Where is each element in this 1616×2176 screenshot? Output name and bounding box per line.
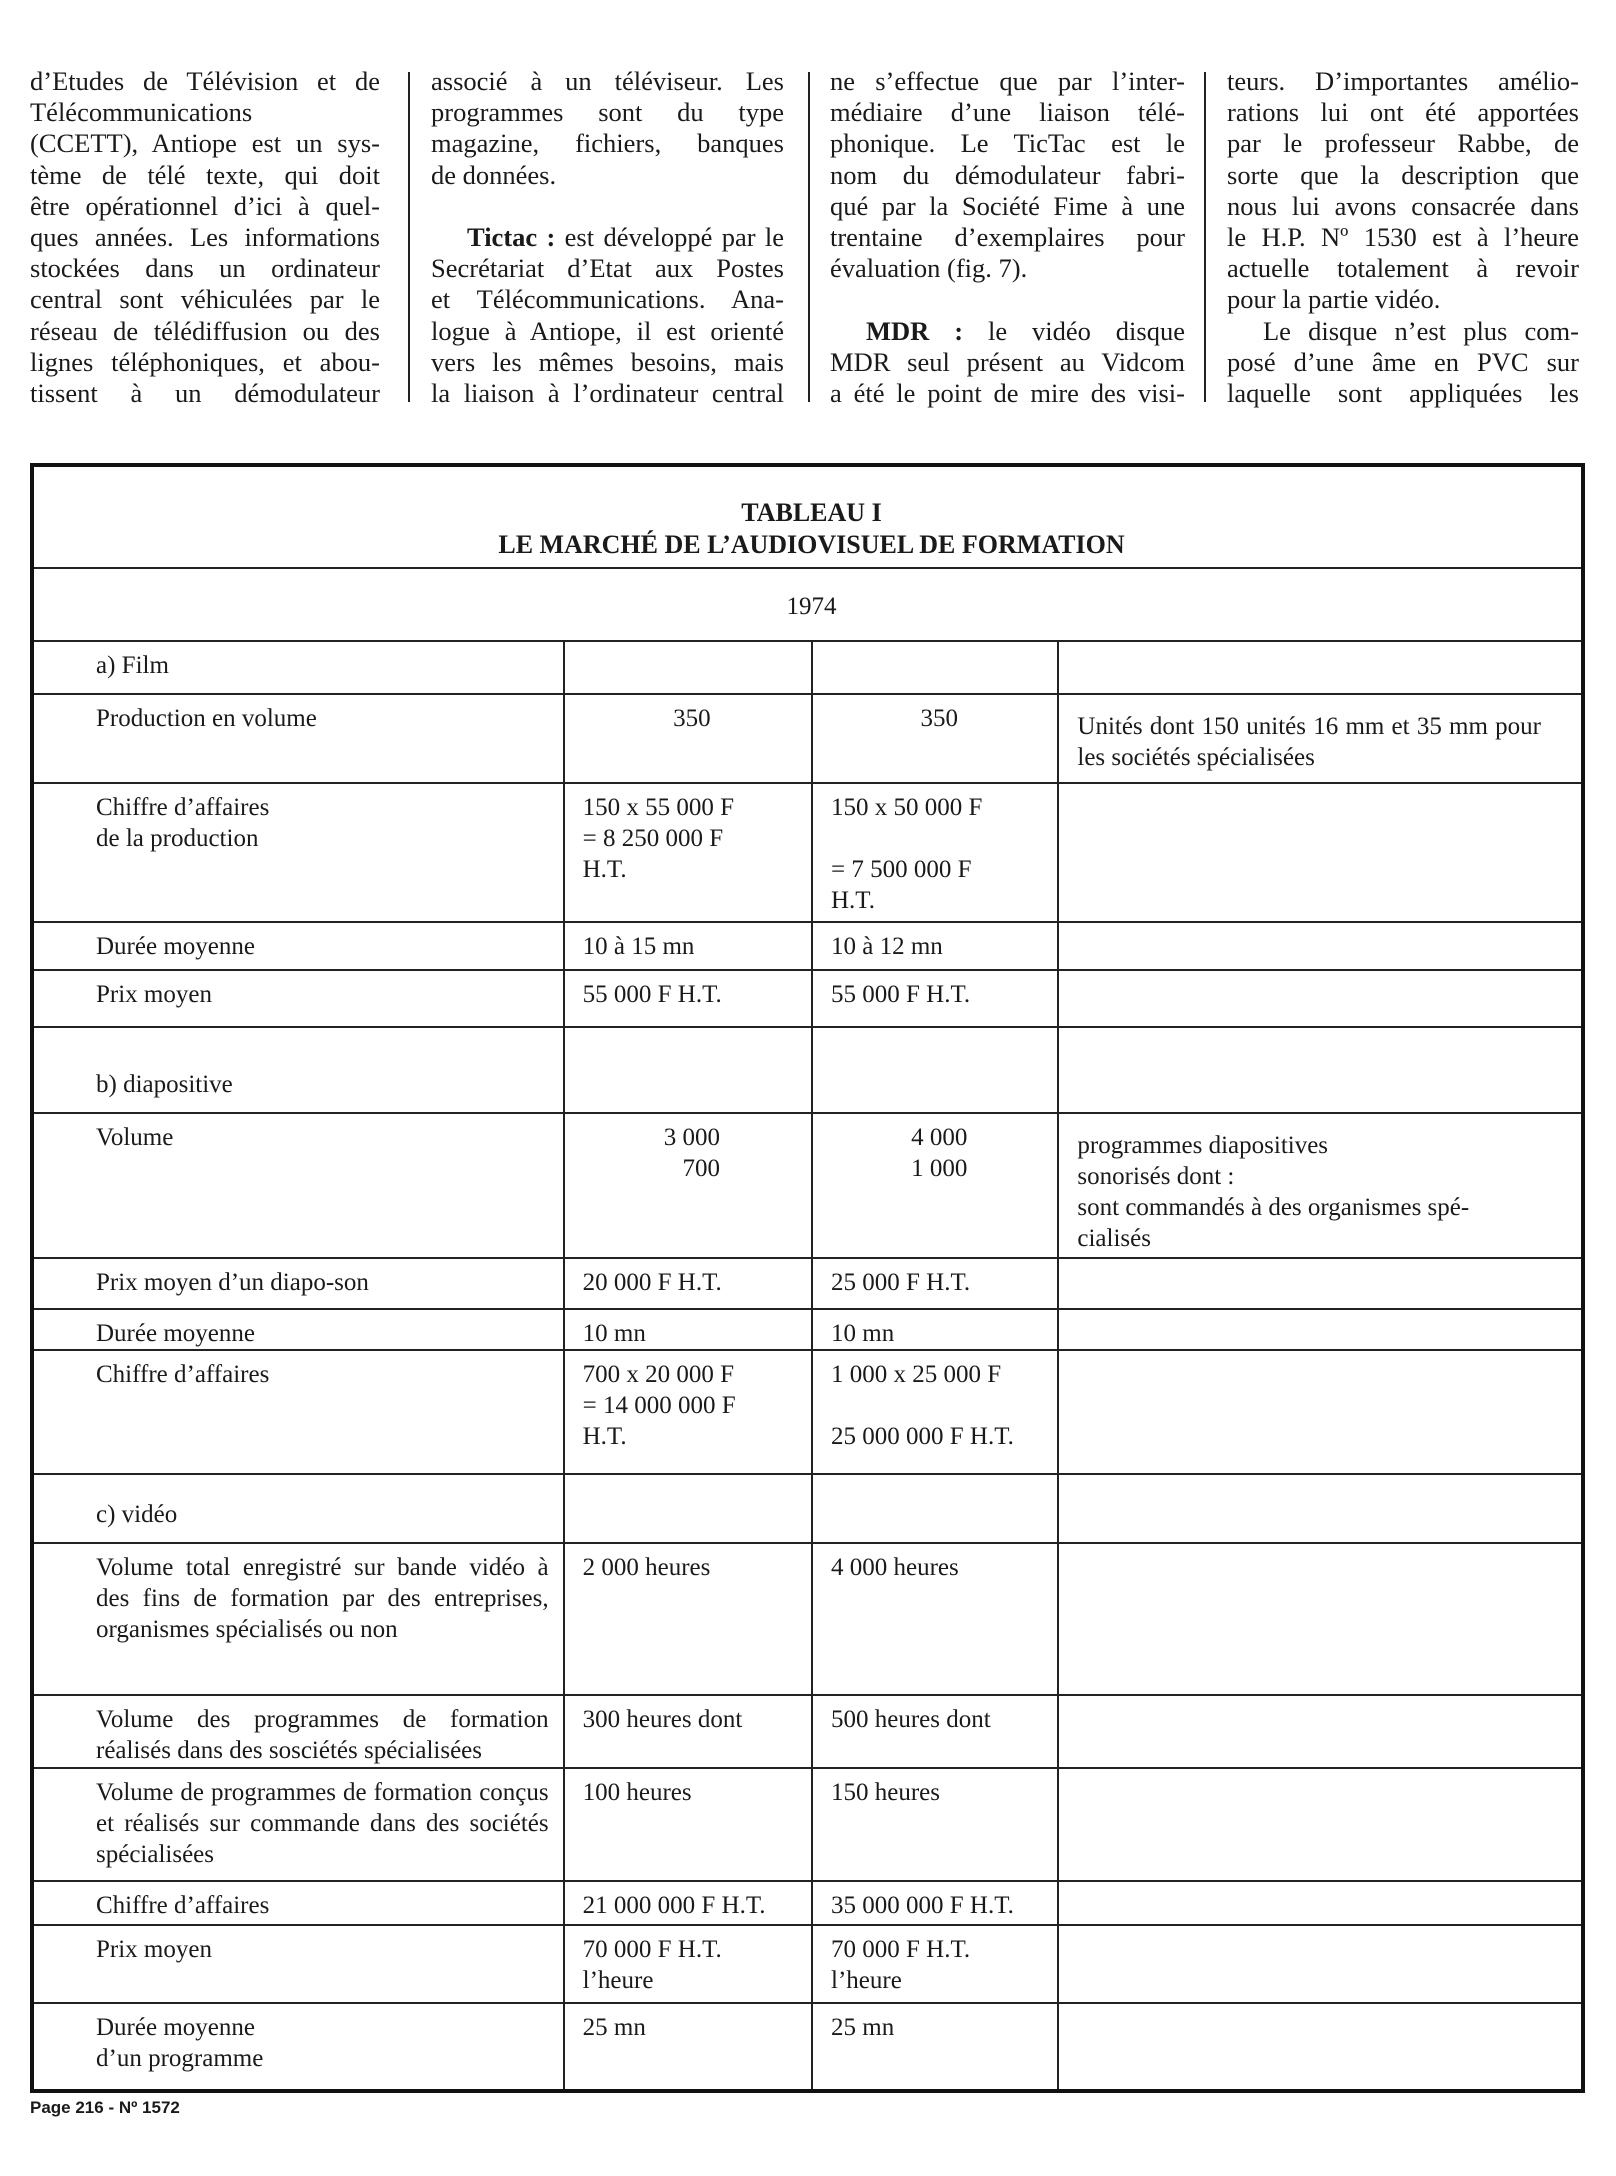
table-row <box>32 2003 1583 2091</box>
text-line: nous lui avons consacrée dans <box>1227 190 1579 221</box>
text-line: posé d’une âme en PVC sur <box>1227 346 1579 377</box>
value-v1: 350 <box>564 694 812 783</box>
market-table <box>30 463 1585 2093</box>
row-note <box>1058 1258 1583 1309</box>
value-v1 <box>564 1474 812 1543</box>
text-line: sorte que la description que <box>1227 159 1579 190</box>
row-note <box>1058 1027 1583 1113</box>
table-row <box>32 1768 1583 1881</box>
value-v2 <box>812 1027 1058 1113</box>
value-v1: 25 mn <box>564 2003 812 2091</box>
table-row <box>32 1925 1583 2003</box>
text-line: tissent à un démodulateur <box>30 377 380 408</box>
row-label: Prix moyen d’un diapo-son <box>32 1258 564 1309</box>
text-line: laquelle sont appliquées les <box>1227 377 1579 408</box>
table-row <box>32 922 1583 970</box>
text-line: vers les mêmes besoins, mais <box>431 346 784 377</box>
row-label: Durée moyenne <box>32 922 564 970</box>
text-line: stockées dans un ordinateur <box>30 253 380 284</box>
row-label: Chiffre d’affaires de la production <box>32 783 564 922</box>
value-v2: 55 000 F H.T. <box>812 970 1058 1027</box>
article-column-2 <box>431 66 784 409</box>
value-v1: 10 mn <box>564 1309 812 1350</box>
row-label: Prix moyen <box>32 1925 564 2003</box>
value-v1: 70 000 F H.T. l’heure <box>564 1925 812 2003</box>
text-line: Secrétariat d’Etat aux Postes <box>431 253 784 284</box>
row-note <box>1058 970 1583 1027</box>
value-v2: 350 <box>812 694 1058 783</box>
page-footer: Page 216 - Nº 1572 <box>30 2098 180 2117</box>
text-line: de données. <box>431 159 557 190</box>
value-v2: 4 000 heures <box>812 1543 1058 1695</box>
blank-line <box>830 284 1185 315</box>
value-v1: 10 à 15 mn <box>564 922 812 970</box>
text-line: réseau de télédiffusion ou des <box>30 315 380 346</box>
table-row <box>32 1695 1583 1768</box>
row-label: Durée moyenne d’un programme <box>32 2003 564 2091</box>
text-line: être opérationnel d’ici à quel- <box>30 190 380 221</box>
text-line: logue à Antiope, il est orienté <box>431 315 784 346</box>
row-label: c) vidéo <box>32 1474 564 1543</box>
table-row <box>32 1027 1583 1113</box>
text-line: Tictac : est développé par le <box>467 221 784 252</box>
row-label: b) diapositive <box>32 1027 564 1113</box>
row-note <box>1058 922 1583 970</box>
row-note <box>1058 1309 1583 1350</box>
text-line: tème de télé texte, qui doit <box>30 159 380 190</box>
row-label: Volume total enregistré sur bande vidéo à des fins de formation par des entreprises, organismes spécialisés ou non <box>32 1543 564 1695</box>
row-note: Unités dont 150 unités 16 mm et 35 mm pour les sociétés spécialisées <box>1058 694 1583 783</box>
value-v1: 300 heures dont <box>564 1695 812 1768</box>
year-header: 1974 <box>32 568 1583 641</box>
value-v2: 25 000 F H.T. <box>812 1258 1058 1309</box>
table-row <box>32 694 1583 783</box>
column-rule <box>408 72 410 402</box>
text-line: actuelle totalement à revoir <box>1227 253 1579 284</box>
value-v1: 20 000 F H.T. <box>564 1258 812 1309</box>
text-line: lignes téléphoniques, et abou- <box>30 346 380 377</box>
text-line: évaluation (fig. 7). <box>830 253 1028 284</box>
article-column-4 <box>1227 66 1579 409</box>
table-row <box>32 1474 1583 1543</box>
row-note <box>1058 1695 1583 1768</box>
text-line: associé à un téléviseur. Les <box>431 66 784 96</box>
row-note <box>1058 1925 1583 2003</box>
value-v1: 2 000 heures <box>564 1543 812 1695</box>
text-line: par le professeur Rabbe, de <box>1227 128 1579 159</box>
table-title <box>32 465 1583 568</box>
text-line: d’Etudes de Télévision et de <box>30 66 380 96</box>
text-line: le H.P. Nº 1530 est à l’heure <box>1227 221 1579 252</box>
row-note <box>1058 1474 1583 1543</box>
value-v2: 10 à 12 mn <box>812 922 1058 970</box>
value-v2: 500 heures dont <box>812 1695 1058 1768</box>
text-line: MDR : le vidéo disque <box>866 315 1185 346</box>
row-note: programmes diapositives sonorisés dont : sont commandés à des organismes spé- cialisés <box>1058 1113 1583 1258</box>
text-line: (CCETT), Antiope est un sys- <box>30 128 380 159</box>
value-v1: 100 heures <box>564 1768 812 1881</box>
value-v1: 21 000 000 F H.T. <box>564 1881 812 1925</box>
row-label: Volume des programmes de formation réalisés dans des sosciétés spécialisées <box>32 1695 564 1768</box>
row-label: a) Film <box>32 641 564 694</box>
value-v1 <box>564 641 812 694</box>
text-line: nom du démodulateur fabri- <box>830 159 1185 190</box>
value-v1: 3 000 700 <box>564 1113 812 1258</box>
value-v2: 150 x 50 000 F = 7 500 000 F H.T. <box>812 783 1058 922</box>
column-rule <box>1204 72 1206 402</box>
table-row <box>32 783 1583 922</box>
value-v2: 25 mn <box>812 2003 1058 2091</box>
table-row <box>32 1881 1583 1925</box>
value-v1 <box>564 1027 812 1113</box>
value-v2: 150 heures <box>812 1768 1058 1881</box>
text-line: et Télécommunications. Ana- <box>431 284 784 315</box>
text-line: pour la partie vidéo. <box>1227 284 1441 315</box>
text-line: trentaine d’exemplaires pour <box>830 221 1185 252</box>
text-line: ne s’effectue que par l’inter- <box>830 66 1185 96</box>
text-line: médiaire d’une liaison télé- <box>830 97 1185 128</box>
value-v2: 70 000 F H.T. l’heure <box>812 1925 1058 2003</box>
text-line: a été le point de mire des visi- <box>830 377 1185 408</box>
text-line: qué par la Société Fime à une <box>830 190 1185 221</box>
table-row <box>32 641 1583 694</box>
row-label: Chiffre d’affaires <box>32 1881 564 1925</box>
text-line: rations lui ont été apportées <box>1227 97 1579 128</box>
text-line: Télécommunications <box>30 97 253 128</box>
value-v2: 10 mn <box>812 1309 1058 1350</box>
article-column-1 <box>30 66 380 409</box>
row-note <box>1058 783 1583 922</box>
table-title-line-2: LE MARCHÉ DE L’AUDIOVISUEL DE FORMATION <box>498 530 1125 559</box>
run-in-heading: Tictac : <box>467 221 556 252</box>
row-note <box>1058 1768 1583 1881</box>
value-v1: 150 x 55 000 F = 8 250 000 F H.T. <box>564 783 812 922</box>
value-v2: 35 000 000 F H.T. <box>812 1881 1058 1925</box>
column-rule <box>808 72 810 402</box>
value-v2 <box>812 1474 1058 1543</box>
row-note <box>1058 1350 1583 1474</box>
row-label: Prix moyen <box>32 970 564 1027</box>
text-line: teurs. D’importantes amélio- <box>1227 66 1579 96</box>
run-in-heading: MDR : <box>866 315 964 346</box>
table-row <box>32 1258 1583 1309</box>
row-label: Durée moyenne <box>32 1309 564 1350</box>
value-v2 <box>812 641 1058 694</box>
value-v2: 4 000 1 000 <box>812 1113 1058 1258</box>
row-label: Chiffre d’affaires <box>32 1350 564 1474</box>
text-line: central sont véhiculées par le <box>30 284 380 315</box>
row-note <box>1058 1543 1583 1695</box>
row-note <box>1058 641 1583 694</box>
row-label: Volume <box>32 1113 564 1258</box>
article-column-3 <box>830 66 1185 409</box>
table-title-line-1: TABLEAU I <box>741 498 882 527</box>
value-v1: 700 x 20 000 F = 14 000 000 F H.T. <box>564 1350 812 1474</box>
table-row <box>32 970 1583 1027</box>
value-v1: 55 000 F H.T. <box>564 970 812 1027</box>
row-note <box>1058 2003 1583 2091</box>
text-line: programmes sont du type <box>431 97 784 128</box>
value-v2: 1 000 x 25 000 F 25 000 000 F H.T. <box>812 1350 1058 1474</box>
row-label: Production en volume <box>32 694 564 783</box>
blank-line <box>431 191 784 222</box>
text-line: MDR seul présent au Vidcom <box>830 346 1185 377</box>
text-line: ques années. Les informations <box>30 221 380 252</box>
table-row <box>32 1113 1583 1258</box>
row-label: Volume de programmes de formation conçus et réalisés sur commande dans des sociétés spécialisées <box>32 1768 564 1881</box>
text-line: phonique. Le TicTac est le <box>830 128 1185 159</box>
row-note <box>1058 1881 1583 1925</box>
table-row <box>32 1543 1583 1695</box>
text-line: magazine, fichiers, banques <box>431 128 784 159</box>
table-row <box>32 1309 1583 1350</box>
text-line: la liaison à l’ordinateur central <box>431 377 784 408</box>
text-line: Le disque n’est plus com- <box>1263 315 1579 346</box>
table-row <box>32 1350 1583 1474</box>
